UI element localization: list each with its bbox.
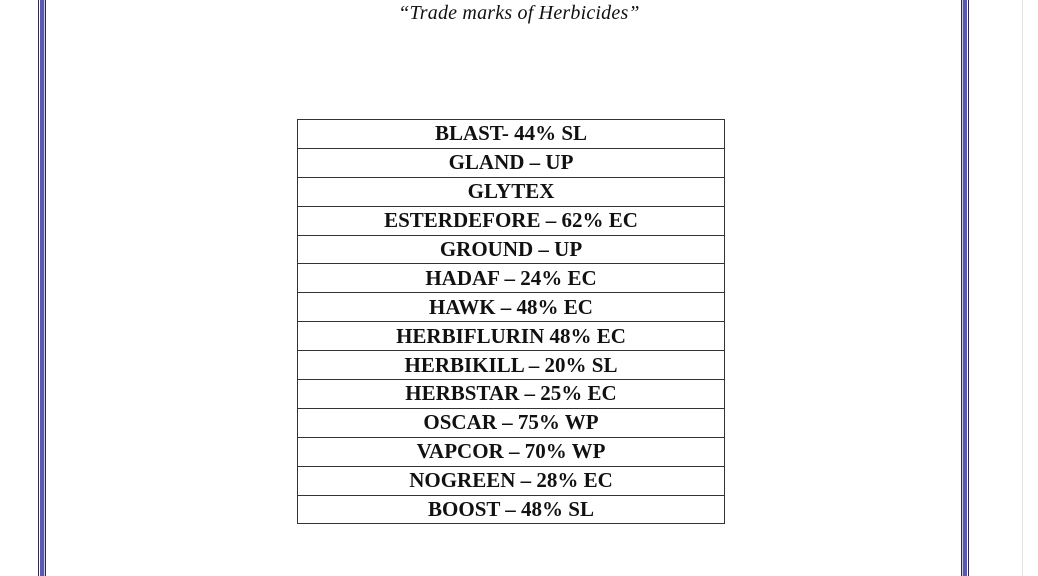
table-row bbox=[298, 293, 725, 322]
table-row bbox=[298, 148, 725, 177]
table-row bbox=[298, 322, 725, 351]
table-row bbox=[298, 495, 725, 524]
trademark-cell: HADAF – 24% EC bbox=[298, 264, 725, 293]
trademark-cell: BOOST – 48% SL bbox=[298, 495, 725, 524]
trademark-cell: HERBSTAR – 25% EC bbox=[298, 380, 725, 409]
trademark-cell: GLYTEX bbox=[298, 177, 725, 206]
trademarks-table bbox=[297, 119, 725, 524]
trademark-cell: VAPCOR – 70% WP bbox=[298, 437, 725, 466]
page-border-left bbox=[38, 0, 47, 576]
trademark-cell: BLAST- 44% SL bbox=[298, 120, 725, 149]
trademark-cell: GROUND – UP bbox=[298, 235, 725, 264]
document-title: “Trade marks of Herbicides” bbox=[398, 2, 640, 24]
table-row bbox=[298, 351, 725, 380]
trademark-cell: ESTERDEFORE – 62% EC bbox=[298, 206, 725, 235]
table-row bbox=[298, 120, 725, 149]
trademark-cell: HERBIFLURIN 48% EC bbox=[298, 322, 725, 351]
trademark-cell: HERBIKILL – 20% SL bbox=[298, 351, 725, 380]
table-row bbox=[298, 466, 725, 495]
table-row bbox=[298, 177, 725, 206]
table-row bbox=[298, 408, 725, 437]
table-row bbox=[298, 437, 725, 466]
table-row bbox=[298, 235, 725, 264]
table-row bbox=[298, 264, 725, 293]
scan-edge-line bbox=[1022, 0, 1023, 576]
table-row bbox=[298, 206, 725, 235]
trademark-cell: NOGREEN – 28% EC bbox=[298, 466, 725, 495]
trademark-cell: GLAND – UP bbox=[298, 148, 725, 177]
page-border-right bbox=[961, 0, 970, 576]
trademark-cell: OSCAR – 75% WP bbox=[298, 408, 725, 437]
table-row bbox=[298, 380, 725, 409]
trademark-cell: HAWK – 48% EC bbox=[298, 293, 725, 322]
